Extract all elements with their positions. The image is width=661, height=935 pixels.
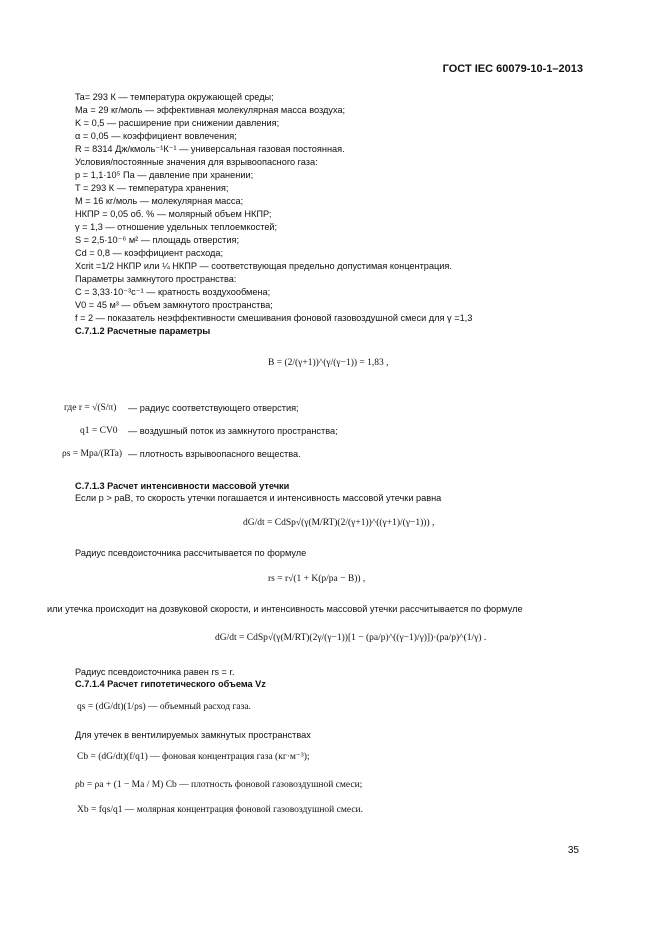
where-rho-description: — плотность взрывоопасного вещества.	[128, 449, 301, 459]
formula-rho-b: ρb = ρa + (1 − Ma / M) Cb — плотность фоновой газовоздушной смеси;	[75, 780, 363, 790]
param-line: f = 2 — показатель неэффективности смешивания фоновой газовоздушной смеси для γ =1,3	[75, 313, 473, 323]
paragraph: или утечка происходит на дозвуковой скорости, и интенсивность массовой утечки рассчитывается по формуле	[47, 604, 523, 614]
param-line: T = 293 К — температура хранения;	[75, 183, 229, 193]
where-q1-description: — воздушный поток из замкнутого пространства;	[128, 426, 338, 436]
section-heading-c714: С.7.1.4 Расчет гипотетического объема Vz	[75, 679, 266, 689]
paragraph: Если p > paB, то скорость утечки погашается и интенсивность массовой утечки равна	[75, 493, 442, 503]
section-heading-c712: С.7.1.2 Расчетные параметры	[75, 326, 211, 336]
formula-b: B = (2/(γ+1))^(γ/(γ−1)) = 1,83 ,	[268, 358, 389, 368]
param-line: γ = 1,3 — отношение удельных теплоемкостей;	[75, 222, 278, 232]
param-line: R = 8314 Дж/кмоль⁻¹К⁻¹ — универсальная газовая постоянная.	[75, 144, 345, 154]
formula-xb: Xb = fqs/q1 — молярная концентрация фоновой газовоздушной смеси.	[77, 805, 363, 815]
where-q1-formula: q1 = CV0	[80, 426, 118, 436]
formula-qs: qs = (dG/dt)(1/ρs) — объемный расход газа.	[77, 702, 251, 712]
page-number: 35	[567, 845, 579, 856]
formula-mass-flow-sonic: dG/dt = CdSp√(γ(M/RT)(2/(γ+1))^((γ+1)/(γ−1))) ,	[243, 518, 435, 528]
section-heading-c713: С.7.1.3 Расчет интенсивности массовой утечки	[75, 481, 290, 491]
param-line: НКПР = 0,05 об. % — молярный объем НКПР;	[75, 209, 272, 219]
formula-cb: Cb = (dG/dt)(f/q1) — фоновая концентрация газа (кг·м⁻³);	[77, 752, 310, 762]
where-rho-formula: ρs = Mpa/(RTa)	[62, 449, 123, 459]
param-line: S = 2,5·10⁻⁶ м² — площадь отверстия;	[75, 235, 239, 245]
param-line: Ta= 293 К — температура окружающей среды;	[75, 92, 274, 102]
param-line: V0 = 45 м³ — объем замкнутого пространства;	[75, 300, 273, 310]
paragraph: Радиус псевдоисточника рассчитывается по формуле	[75, 548, 307, 558]
param-heading: Параметры замкнутого пространства:	[75, 274, 237, 284]
document-header: ГОСТ IEC 60079-10-1–2013	[442, 63, 583, 75]
paragraph: Радиус псевдоисточника равен rs = r.	[75, 667, 235, 677]
paragraph: Для утечек в вентилируемых замкнутых пространствах	[75, 730, 311, 740]
param-line: Ma = 29 кг/моль — эффективная молекулярная масса воздуха;	[75, 105, 346, 115]
param-line: C = 3,33·10⁻³c⁻¹ — кратность воздухообмена;	[75, 287, 271, 297]
param-line: α = 0,05 — коэффициент вовлечения;	[75, 131, 237, 141]
where-r-description: — радиус соответствующего отверстия;	[128, 403, 299, 413]
formula-pseudo-radius: rs = r√(1 + K(p/pa − B)) ,	[268, 574, 366, 584]
param-heading: Условия/постоянные значения для взрывоопасного газа:	[75, 157, 318, 167]
param-line: p = 1,1·10⁵ Па — давление при хранении;	[75, 170, 254, 180]
param-line: Cd = 0,8 — коэффициент расхода;	[75, 248, 224, 258]
param-line: K = 0,5 — расширение при снижении давления;	[75, 118, 280, 128]
param-line: M = 16 кг/моль — молекулярная масса;	[75, 196, 244, 206]
param-line: Xcrit =1/2 НКПР или ¼ НКПР — соответствующая предельно допустимая концентрация.	[75, 261, 452, 271]
formula-mass-flow-subsonic: dG/dt = CdSp√(γ(M/RT)(2γ/(γ−1))[1 − (pa/p)^((γ−1)/γ)])·(pa/p)^(1/γ) .	[215, 633, 487, 643]
where-r-formula: где r = √(S/π)	[64, 403, 117, 413]
